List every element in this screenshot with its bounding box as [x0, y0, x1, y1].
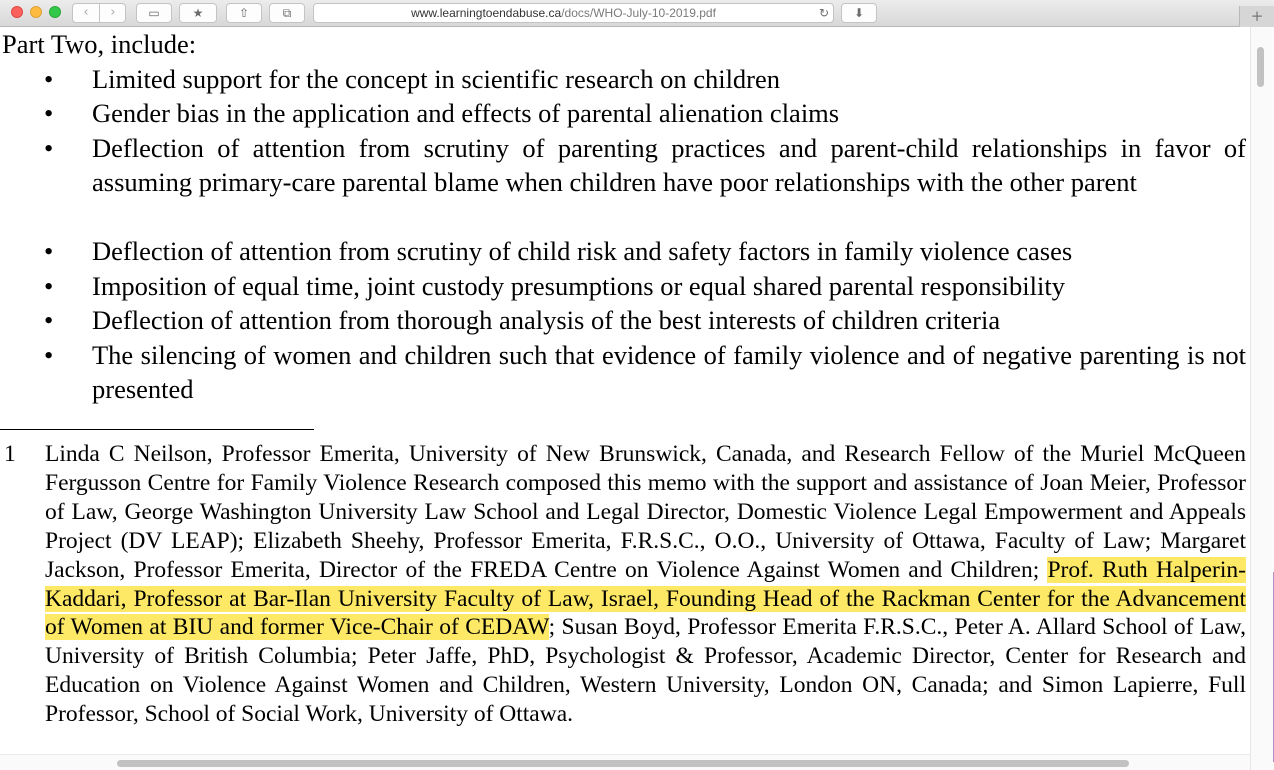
url-text [314, 4, 813, 22]
footnote-text-start: Linda C Neilson, Professor Emerita, University of New Brunswick, Canada, and Research Fellow of the Muriel McQueen Fergusson Centre for Family Violence Research composed this memo with the support and assistance of Joan Meier, Professor of Law, George Washington University Law School and Legal Director, Domestic Violence Legal Empowerment and Appeals Project (DV LEAP); Elizabeth Sheehy, Professor Emerita, F.R.S.C., O.O., University of Ottawa, Faculty of Law; Margaret Jackson, Professor Emerita, Director of the FREDA Centre on Violence Against Women and Children; [45, 441, 1246, 583]
zoom-window-button[interactable] [49, 6, 61, 18]
bullet-icon: • [44, 270, 54, 301]
navigation-buttons [72, 3, 126, 23]
list-item: Limited support for the concept in scientific research on children [92, 63, 781, 94]
list-item: Deflection of attention from scrutiny of child risk and safety factors in family violence cases [92, 236, 1073, 266]
chevron-left-icon: ‹ [83, 5, 89, 20]
list-item: Imposition of equal time, joint custody presumptions or equal shared parental responsibility [92, 270, 1065, 301]
url-path: /docs/WHO-July-10-2019.pdf [561, 6, 716, 20]
bullet-icon: • [44, 132, 54, 163]
list-item: Deflection of attention from thorough analysis of the best interests of children criteria [92, 305, 1001, 335]
close-window-button[interactable] [11, 6, 23, 18]
url-domain: www.learningtoendabuse.ca [411, 6, 562, 20]
footnote-separator [0, 429, 314, 430]
bookmarks-button[interactable] [179, 3, 217, 23]
back-button[interactable] [73, 4, 100, 22]
plus-icon: + [1250, 7, 1264, 25]
pdf-page [0, 27, 1250, 770]
chevron-right-icon: › [110, 5, 116, 20]
vertical-scrollbar[interactable] [1250, 27, 1274, 770]
bookmark-star-icon: ★ [192, 6, 204, 20]
list-item: The silencing of women and children such that evidence of family violence and of negative parenting is not presented [92, 339, 1246, 404]
address-bar[interactable] [313, 3, 834, 23]
footnote-text-end: ; Susan Boyd, Professor Emerita F.R.S.C., Peter A. Allard School of Law, University of British Columbia; Peter Jaffe, PhD, Psychologist & Professor, Academic Director, Center for Research and Education on Violence Against Women and Children, Western University, London ON, Canada; and Simon Lapierre, Full Professor, School of Social Work, University of Ottawa. [45, 614, 1246, 728]
reload-icon: ↻ [818, 6, 829, 20]
highlighted-text[interactable]: Prof. Ruth Halperin-Kaddari, Professor at Bar-Ilan University Faculty of Law, Israel, Founding Head of the Rackman Center for the Advancement of Women at BIU and former Vice-Chair of CEDAW [45, 556, 1246, 641]
list-item: Deflection of attention from scrutiny of parenting practices and parent-child relationships in favor of assuming primary-care parental blame when children have poor relationships with the other parent [92, 132, 1246, 197]
footnote-number: 1 [4, 441, 16, 467]
bullet-icon: • [44, 236, 54, 266]
sidebar-button[interactable] [136, 3, 172, 23]
new-tab-button[interactable] [1239, 6, 1274, 27]
horizontal-scroll-thumb[interactable] [117, 760, 1129, 767]
share-icon: ⇧ [238, 6, 250, 20]
tab-overview-button[interactable] [269, 3, 305, 23]
footnote-text [45, 440, 1246, 729]
horizontal-scrollbar[interactable] [0, 754, 1250, 770]
bullet-icon: • [44, 63, 54, 94]
download-icon: ⬇ [853, 6, 865, 20]
forward-button[interactable] [100, 4, 126, 22]
vertical-scroll-thumb[interactable] [1257, 47, 1264, 87]
reload-button[interactable] [819, 4, 829, 22]
bullet-icon: • [44, 339, 54, 370]
downloads-button[interactable] [841, 3, 877, 23]
section-heading: Part Two, include: [2, 29, 197, 59]
bullet-icon: • [44, 305, 54, 335]
sidebar-icon: ▭ [148, 6, 160, 20]
bullet-icon: • [44, 98, 54, 128]
share-button[interactable] [226, 3, 262, 23]
tabs-icon: ⧉ [282, 6, 292, 20]
browser-toolbar [0, 0, 1274, 27]
minimize-window-button[interactable] [30, 6, 42, 18]
list-item: Gender bias in the application and effects of parental alienation claims [92, 98, 840, 128]
